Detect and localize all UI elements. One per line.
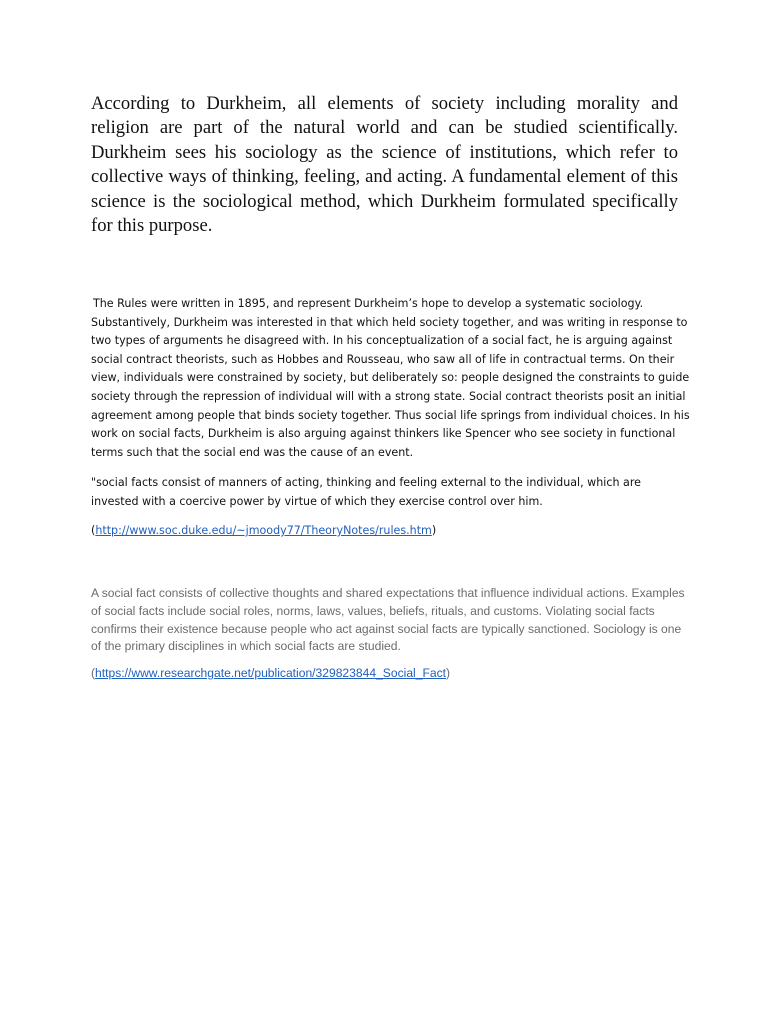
close-paren: ) — [431, 524, 437, 537]
duke-theory-notes-link[interactable]: http://www.soc.duke.edu/~jmoody77/TheoryNotes/rules.htm — [95, 524, 432, 537]
duke-link-line — [91, 522, 691, 541]
social-facts-quote: "social facts consist of manners of acting, thinking and feeling external to the individual, which are invested with a coercive power by virtue of which they exercise control over him. — [91, 476, 641, 508]
open-paren: ( — [91, 524, 96, 537]
researchgate-link-line — [91, 663, 450, 683]
open-paren: ( — [91, 666, 96, 680]
close-paren: ) — [445, 666, 451, 680]
rules-paragraph: The Rules were written in 1895, and represent Durkheim’s hope to develop a systematic sociology. Substantively, Durkheim was interested in that which held society together, and was writing in response to two types of arguments he disagreed with. In his conceptualization of a social fact, he is arguing against social contract theorists, such as Hobbes and Rousseau, who saw all of life in contractual terms. On their view, individuals were constrained by society, but deliberately so: people designed the constraints to guide society through the repression of individual will with a strong state. Social contract theorists posit an initial agreement among people that binds society together. Thus social life springs from individual choices. In his work on social facts, Durkheim is also arguing against thinkers like Spencer who see society in functional terms such that the social end was the cause of an event. — [91, 297, 690, 459]
researchgate-social-fact-link[interactable]: https://www.researchgate.net/publication/329823844_Social_Fact — [95, 666, 446, 680]
social-fact-paragraph: A social fact consists of collective thoughts and shared expectations that influence individual actions. Examples of social facts include social roles, norms, laws, values, beliefs, rituals, and customs. Violating social facts confirms their existence because people who act against social facts are typically sanctioned. Sociology is one of the primary disciplines in which social facts are studied. — [91, 586, 685, 654]
durkheim-intro-paragraph: According to Durkheim, all elements of society including morality and religion are part of the natural world and can be studied scientifically. Durkheim sees his sociology as the science of institutions, which refer to collective ways of thinking, feeling, and acting. A fundamental element of this science is the sociological method, which Durkheim formulated specifically for this purpose. — [91, 93, 678, 237]
